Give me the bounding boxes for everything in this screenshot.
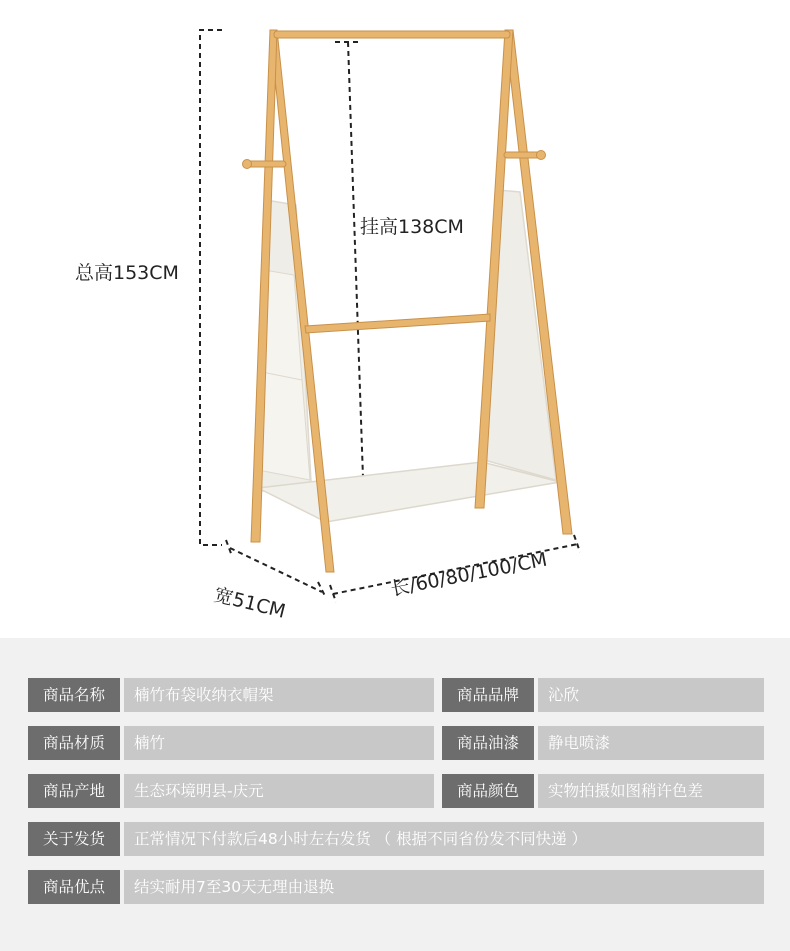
total-height-label: 总高153CM bbox=[75, 262, 179, 284]
spec-key: 商品产地 bbox=[28, 774, 120, 808]
spec-key: 商品优点 bbox=[28, 870, 120, 904]
width-label: 宽51CM bbox=[211, 583, 288, 623]
middle-rail bbox=[305, 314, 490, 333]
spec-key: 商品油漆 bbox=[442, 726, 534, 760]
spec-row-shipping bbox=[28, 822, 764, 856]
spec-value: 静电喷漆 bbox=[538, 726, 764, 760]
spec-value: 楠竹 bbox=[124, 726, 434, 760]
spec-row-material bbox=[28, 726, 434, 760]
spec-key: 商品品牌 bbox=[442, 678, 534, 712]
spec-row-finish bbox=[442, 726, 764, 760]
spec-value: 沁欣 bbox=[538, 678, 764, 712]
spec-value: 生态环境明县-庆元 bbox=[124, 774, 434, 808]
spec-row-name bbox=[28, 678, 434, 712]
spec-key: 商品材质 bbox=[28, 726, 120, 760]
hanging-height-label: 挂高138CM bbox=[360, 216, 464, 238]
spec-key: 商品颜色 bbox=[442, 774, 534, 808]
spec-key: 关于发货 bbox=[28, 822, 120, 856]
spec-row-origin bbox=[28, 774, 434, 808]
width-line bbox=[230, 548, 322, 592]
spec-row-advantage bbox=[28, 870, 764, 904]
spec-value: 楠竹布袋收纳衣帽架 bbox=[124, 678, 434, 712]
spec-row-brand bbox=[442, 678, 764, 712]
spec-value: 结实耐用7至30天无理由退换 bbox=[124, 870, 764, 904]
spec-key: 商品名称 bbox=[28, 678, 120, 712]
spec-value: 实物拍摄如图稍许色差 bbox=[538, 774, 764, 808]
spec-table bbox=[0, 638, 790, 951]
spec-row-color bbox=[442, 774, 764, 808]
spec-value: 正常情况下付款后48小时左右发货 （ 根据不同省份发不同快递 ） bbox=[124, 822, 764, 856]
length-label: 长/60/80/100/CM bbox=[388, 548, 549, 601]
total-height-line bbox=[200, 30, 222, 545]
hanging-height-line bbox=[348, 42, 363, 478]
